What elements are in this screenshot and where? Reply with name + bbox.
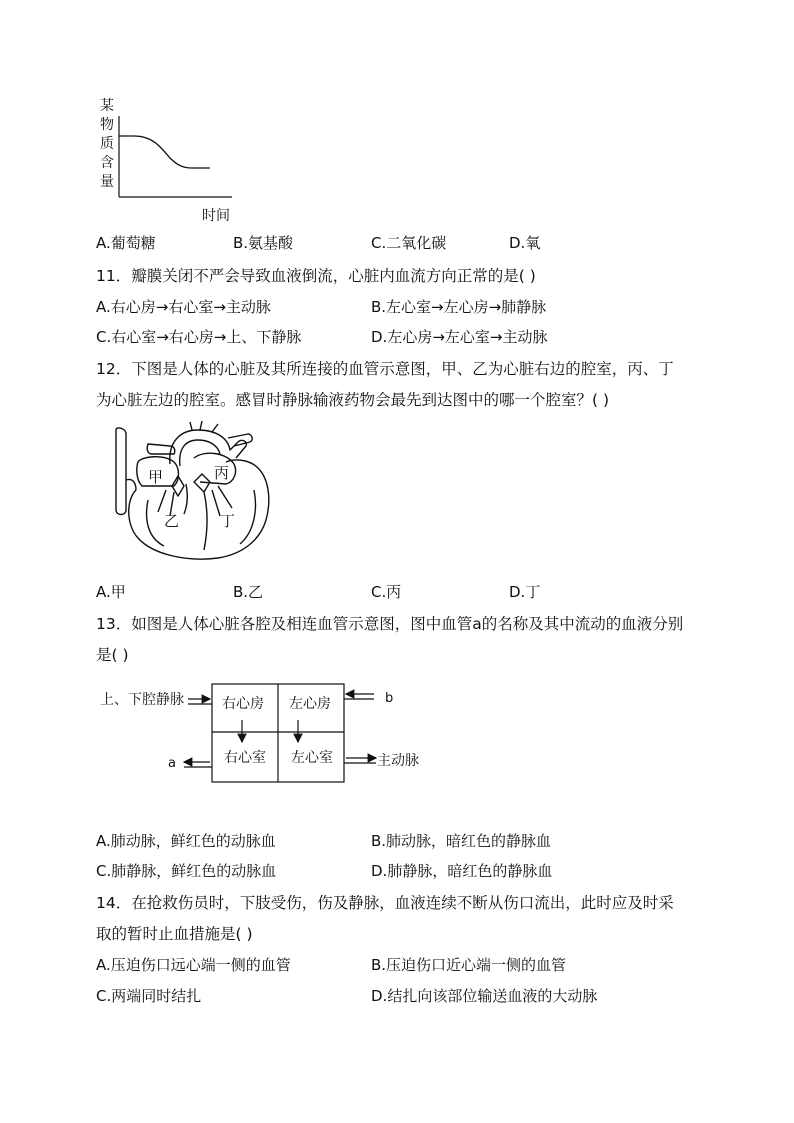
label-right-atrium: 右心房: [222, 696, 264, 712]
q11-option-a[interactable]: A.右心房→右心室→主动脉: [96, 298, 271, 316]
label-yi: 乙: [164, 512, 180, 530]
label-jia: 甲: [148, 468, 164, 486]
q14-stem-line1: 14．在抢救伤员时，下肢受伤，伤及静脉，血液连续不断从伤口流出，此时应及时采: [96, 894, 674, 912]
q14-stem-line2: 取的暂时止血措施是( ): [96, 925, 253, 943]
q13-option-a[interactable]: A.肺动脉，鲜红色的动脉血: [96, 832, 276, 850]
q11-option-d[interactable]: D.左心房→左心室→主动脉: [371, 328, 548, 346]
vena-cava: [116, 428, 126, 515]
q13-option-d[interactable]: D.肺静脉，暗红色的静脉血: [371, 862, 553, 880]
septum: [204, 492, 207, 550]
heart-diagram: [108, 420, 278, 570]
q11-option-b[interactable]: B.左心室→左心房→肺静脉: [371, 298, 547, 316]
q11-option-c[interactable]: C.右心室→右心房→上、下静脉: [96, 328, 302, 346]
q12-stem-line2: 为心脏左边的腔室。感冒时静脉输液药物会最先到达图中的哪一个腔室？( ): [96, 391, 610, 409]
q13-option-c[interactable]: C.肺静脉，鲜红色的动脉血: [96, 862, 277, 880]
ylabel-char: 某: [100, 98, 114, 114]
q11-stem: 11．瓣膜关闭不严会导致血液倒流，心脏内血流方向正常的是( ): [96, 267, 536, 285]
q14-option-b[interactable]: B.压迫伤口近心端一侧的血管: [371, 956, 567, 974]
ylabel-char: 量: [100, 174, 114, 190]
y-axis-label: [100, 97, 114, 190]
q13-stem-line2: 是( ): [96, 646, 129, 664]
q14-option-d[interactable]: D.结扎向该部位输送血液的大动脉: [371, 987, 598, 1005]
substance-content-graph: [92, 96, 252, 226]
q13-stem-line1: 13．如图是人体心脏各腔及相连血管示意图，图中血管a的名称及其中流动的血液分别: [96, 615, 684, 633]
label-left-ventricle: 左心室: [291, 750, 333, 766]
q13-option-b[interactable]: B.肺动脉，暗红色的静脉血: [371, 832, 552, 850]
q10-option-c[interactable]: C.二氧化碳: [371, 234, 447, 252]
x-axis-label: 时间: [202, 208, 230, 224]
q12-option-a[interactable]: A.甲: [96, 583, 126, 601]
q10-option-d[interactable]: D.氧: [509, 234, 541, 252]
label-left-atrium: 左心房: [289, 696, 331, 712]
label-aorta: 主动脉: [377, 753, 419, 769]
ylabel-char: 物: [100, 117, 114, 133]
q12-stem-line1: 12．下图是人体的心脏及其所连接的血管示意图，甲、乙为心脏右边的腔室，丙、丁: [96, 360, 674, 378]
aorta-arch: [170, 430, 247, 464]
q12-option-c[interactable]: C.丙: [371, 583, 402, 601]
q10-option-a[interactable]: A.葡萄糖: [96, 234, 156, 252]
label-vena-cava: 上、下腔静脉: [100, 692, 184, 708]
label-b: b: [385, 691, 394, 706]
label-bing: 丙: [214, 464, 230, 482]
q12-option-d[interactable]: D.丁: [509, 583, 541, 601]
q14-option-c[interactable]: C.两端同时结扎: [96, 987, 202, 1005]
ylabel-char: 含: [100, 155, 114, 171]
content-curve: [119, 136, 210, 168]
label-a: a: [168, 756, 176, 771]
label-right-ventricle: 右心室: [224, 750, 266, 766]
heart-chambers-diagram: [96, 680, 436, 790]
q12-option-b[interactable]: B.乙: [233, 583, 264, 601]
ylabel-char: 质: [100, 136, 114, 152]
q14-option-a[interactable]: A.压迫伤口远心端一侧的血管: [96, 956, 291, 974]
label-ding: 丁: [220, 512, 236, 530]
q10-option-b[interactable]: B.氨基酸: [233, 234, 294, 252]
